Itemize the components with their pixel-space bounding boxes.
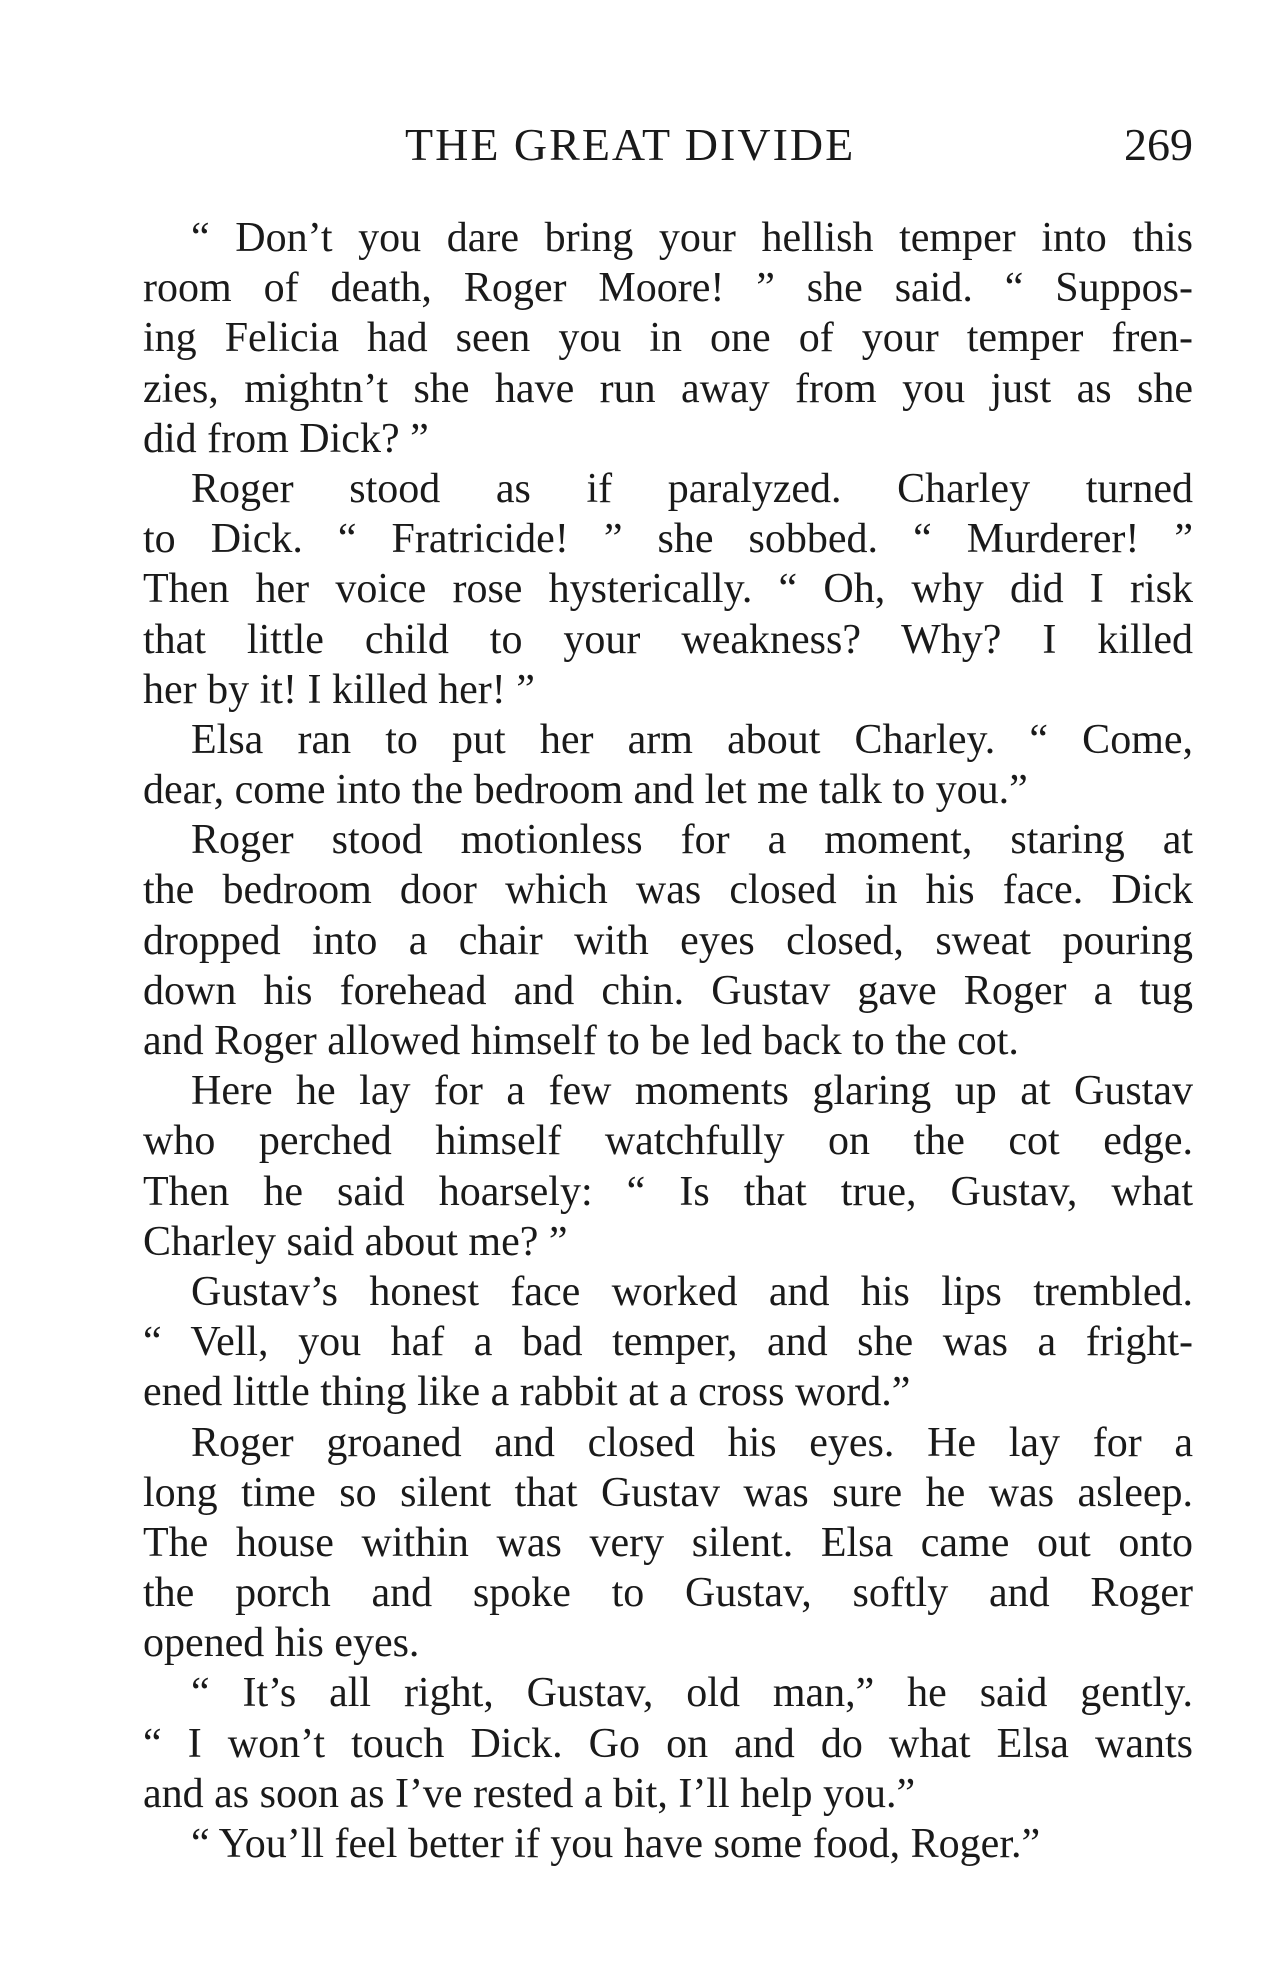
text-line: ened little thing like a rabbit at a cross word.” [143, 1369, 911, 1416]
text-line: “ It’s all right, Gustav, old man,” he said gently. [191, 1670, 1193, 1717]
text-line: “ Vell, you haf a bad temper, and she was a fright- [143, 1319, 1193, 1366]
text-line: down his forehead and chin. Gustav gave Roger a tug [143, 967, 1193, 1014]
text-line: opened his eyes. [143, 1620, 420, 1667]
text-line: “ I won’t touch Dick. Go on and do what Elsa wants [143, 1720, 1193, 1767]
text-line: Here he lay for a few moments glaring up at Gustav [191, 1068, 1193, 1115]
text-line: her by it! I killed her! ” [143, 666, 535, 713]
text-line: zies, mightn’t she have run away from you just as she [143, 365, 1193, 412]
running-head [143, 118, 1193, 178]
text-line: Then her voice rose hysterically. “ Oh, why did I risk [143, 566, 1193, 613]
running-title: THE GREAT DIVIDE [405, 119, 856, 170]
text-line: Charley said about me? ” [143, 1218, 568, 1265]
text-line: dropped into a chair with eyes closed, sweat pouring [143, 917, 1193, 964]
text-line: Then he said hoarsely: “ Is that true, Gustav, what [143, 1168, 1193, 1215]
text-line: and as soon as I’ve rested a bit, I’ll help you.” [143, 1770, 916, 1817]
text-line: to Dick. “ Fratricide! ” she sobbed. “ Murderer! ” [143, 516, 1193, 563]
text-line: “ You’ll feel better if you have some food, Roger.” [191, 1821, 1041, 1867]
text-line: that little child to your weakness? Why? I killed [143, 616, 1193, 663]
text-line: Roger groaned and closed his eyes. He lay for a [191, 1419, 1193, 1466]
text-line: Elsa ran to put her arm about Charley. “ Come, [191, 716, 1193, 763]
text-line: ing Felicia had seen you in one of your temper fren- [143, 315, 1193, 362]
text-line: Roger stood as if paralyzed. Charley turned [191, 465, 1193, 512]
text-line: the bedroom door which was closed in his face. Dick [143, 867, 1193, 914]
text-line: room of death, Roger Moore! ” she said. “ Suppos- [143, 265, 1193, 312]
text-line: long time so silent that Gustav was sure he was asleep. [143, 1469, 1193, 1516]
text-line: the porch and spoke to Gustav, softly and Roger [143, 1570, 1193, 1617]
text-line: Roger stood motionless for a moment, staring at [191, 817, 1193, 864]
body-text [143, 213, 1193, 1869]
text-line: who perched himself watchfully on the cot edge. [143, 1118, 1193, 1165]
text-line: The house within was very silent. Elsa came out onto [143, 1519, 1193, 1566]
text-line: Gustav’s honest face worked and his lips trembled. [191, 1268, 1193, 1315]
text-line: did from Dick? ” [143, 415, 429, 462]
page-number: 269 [1124, 119, 1193, 170]
text-line: dear, come into the bedroom and let me talk to you.” [143, 767, 1028, 814]
text-line: “ Don’t you dare bring your hellish temper into this [191, 215, 1193, 261]
text-line: and Roger allowed himself to be led back to the cot. [143, 1018, 1019, 1064]
